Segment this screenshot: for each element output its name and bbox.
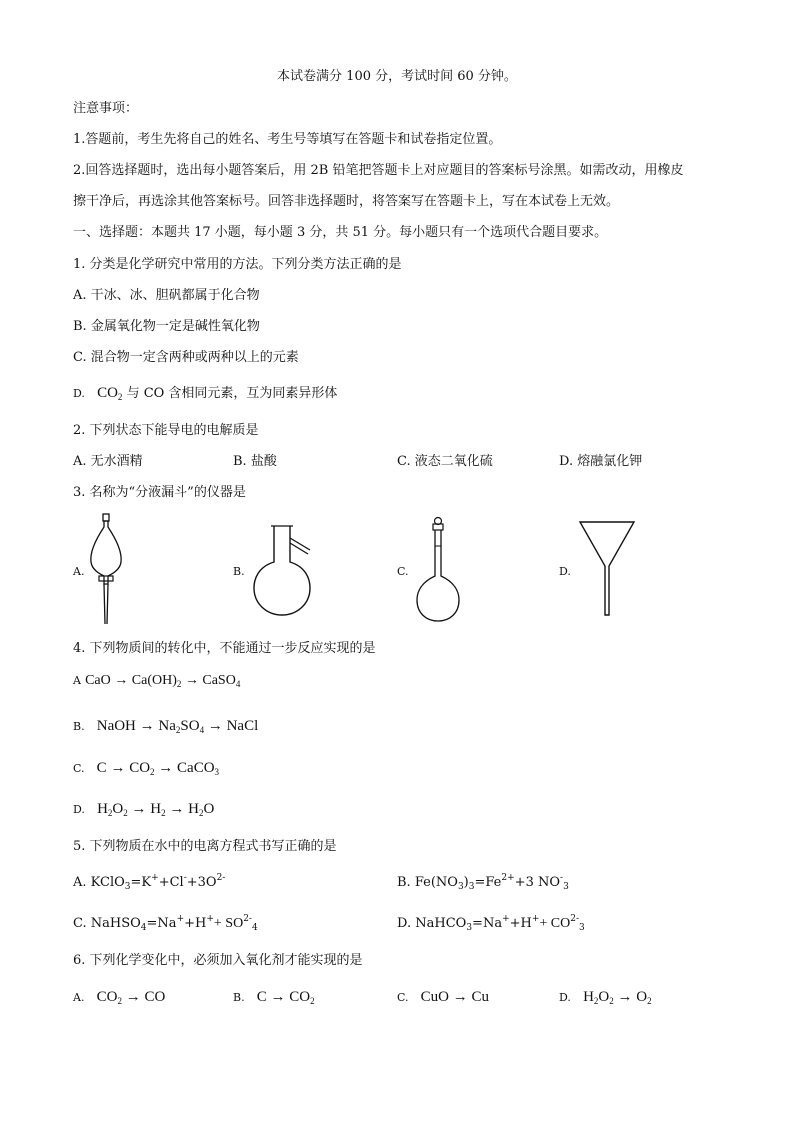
q2-option-a: A. 无水酒精 (73, 454, 143, 469)
q1-option-a: A. 干冰、冰、胆矾都属于化合物 (73, 288, 260, 303)
q6-option-d: D. $H_2O_2 \to O_2$ (559, 989, 652, 1006)
q4-option-b: B. NaOH → $Na_2SO_4$ → NaCl (73, 718, 259, 735)
q5-stem: 5. 下列物质在水中的电离方程式书写正确的是 (73, 839, 337, 854)
q5-option-a: A. $KClO_3=K^++Cl^-+3O^{2-}$ (73, 873, 226, 892)
note-2-line-1: 2.回答选择题时，选出每小题答案后，用 2B 铅笔把答题卡上对应题目的答案标号涂黑。如需改动，用橡皮 (73, 163, 684, 178)
q6-option-a: A. $CO_2$ → CO (73, 989, 166, 1006)
q6-stem: 6. 下列化学变化中，必须加入氧化剂才能实现的是 (73, 953, 363, 968)
q4-option-c: C. $C \to CO_2$ → CaCO$_3$ (73, 760, 220, 777)
notes-heading: 注意事项： (73, 101, 139, 116)
q2-option-b: B. 盐酸 (233, 454, 277, 469)
q2-stem: 2. 下列状态下能导电的电解质是 (73, 423, 259, 438)
q4-option-a: A CaO → $Ca(OH)_2$ → CaSO$_4$ (73, 673, 241, 689)
note-2-line-2: 擦干净后，再选涂其他答案标号。回答非选择题时，将答案写在答题卡上，写在本试卷上无效。 (73, 194, 620, 209)
distillation-flask-icon (252, 524, 312, 618)
q5-option-c: C. NaHSO$_4$=Na++H++ $SO^{2-}_4$ (73, 914, 258, 933)
q3-stem: 3. 名称为“分液漏斗”的仪器是 (73, 485, 246, 500)
q2-option-c: C. 液态二氧化硫 (397, 454, 493, 469)
volumetric-flask-icon (414, 516, 462, 624)
q6-option-b: B. $C \to CO_2$ (233, 989, 315, 1006)
q5-option-d: D. NaHCO$_3$=Na++H++ $CO^{2-}_3$ (397, 914, 585, 933)
section-1-heading: 一、选择题：本题共 17 小题，每小题 3 分，共 51 分。每小题只有一个选项代合题目要求。 (73, 225, 608, 240)
q4-stem: 4. 下列物质间的转化中，不能通过一步反应实现的是 (73, 641, 376, 656)
q3-label-d: D. (559, 565, 571, 578)
q3-label-a: A. (73, 565, 85, 578)
q1-option-d: D. $CO_2$ 与 CO 含相同元素，互为同素异形体 (73, 385, 338, 402)
funnel-icon (578, 520, 636, 618)
q5-option-b: B. $Fe(NO_3)_3=Fe^{2+}+3$ $NO^-_3$ (397, 873, 569, 892)
q1-stem: 1. 分类是化学研究中常用的方法。下列分类方法正确的是 (73, 257, 402, 272)
q1-option-c: C. 混合物一定含两种或两种以上的元素 (73, 350, 299, 365)
q4-option-d: D. $H_2O_2 \to H_2 \to H_2O$ (73, 801, 215, 818)
q2-option-d: D. 熔融氯化钾 (559, 454, 643, 469)
q6-option-c: C. CuO → Cu (397, 989, 490, 1005)
q1-option-b: B. 金属氧化物一定是碱性氧化物 (73, 319, 260, 334)
note-1: 1.答题前，考生先将自己的姓名、考生号等填写在答题卡和试卷指定位置。 (73, 132, 502, 147)
separatory-funnel-icon (86, 512, 126, 627)
q3-label-b: B. (233, 565, 245, 578)
page-title: 本试卷满分 100 分，考试时间 60 分钟。 (277, 69, 517, 84)
q3-label-c: C. (397, 565, 409, 578)
